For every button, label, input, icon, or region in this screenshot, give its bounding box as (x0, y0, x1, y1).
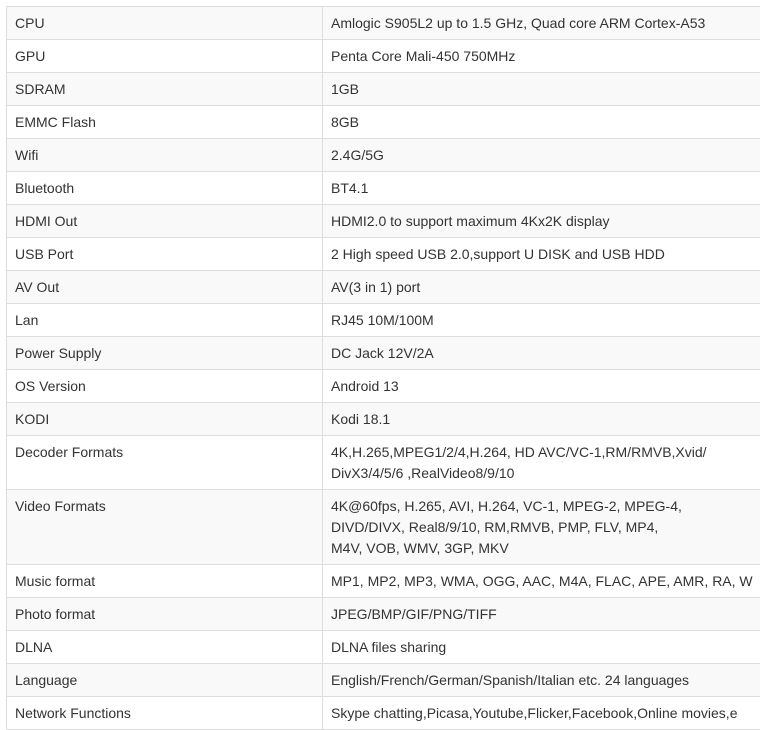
spec-value (323, 139, 760, 172)
spec-value-line: 8GB (331, 112, 760, 133)
spec-value-line: DLNA files sharing (331, 637, 760, 658)
spec-label: OS Version (7, 370, 323, 403)
table-row (7, 73, 760, 106)
spec-table-body (7, 7, 760, 730)
table-row (7, 106, 760, 139)
spec-value-line: English/French/German/Spanish/Italian etc. 24 languages (331, 670, 760, 691)
table-row (7, 271, 760, 304)
spec-label: Photo format (7, 598, 323, 631)
spec-value-line: 2 High speed USB 2.0,support U DISK and USB HDD (331, 244, 760, 265)
table-row (7, 631, 760, 664)
spec-value (323, 238, 760, 271)
spec-table-container (6, 6, 760, 730)
spec-label: KODI (7, 403, 323, 436)
spec-value-line: Amlogic S905L2 up to 1.5 GHz, Quad core ARM Cortex-A53 (331, 13, 760, 34)
spec-label: Lan (7, 304, 323, 337)
table-row (7, 337, 760, 370)
table-row (7, 565, 760, 598)
table-row (7, 490, 760, 565)
spec-label: Language (7, 664, 323, 697)
table-row (7, 205, 760, 238)
spec-value-line: JPEG/BMP/GIF/PNG/TIFF (331, 604, 760, 625)
table-row (7, 403, 760, 436)
spec-label: SDRAM (7, 73, 323, 106)
spec-value (323, 40, 760, 73)
spec-table (6, 6, 760, 730)
spec-value-line: BT4.1 (331, 178, 760, 199)
spec-label: Video Formats (7, 490, 323, 565)
spec-value-line: M4V, VOB, WMV, 3GP, MKV (331, 538, 760, 559)
spec-label: GPU (7, 40, 323, 73)
table-row (7, 664, 760, 697)
spec-value (323, 304, 760, 337)
spec-label: HDMI Out (7, 205, 323, 238)
table-row (7, 172, 760, 205)
spec-value-line: 1GB (331, 79, 760, 100)
table-row (7, 40, 760, 73)
spec-value (323, 106, 760, 139)
spec-value (323, 337, 760, 370)
spec-label: Wifi (7, 139, 323, 172)
spec-label: Decoder Formats (7, 436, 323, 490)
spec-value (323, 565, 760, 598)
spec-label: DLNA (7, 631, 323, 664)
spec-label: AV Out (7, 271, 323, 304)
spec-value-line: MP1, MP2, MP3, WMA, OGG, AAC, M4A, FLAC, APE, AMR, RA, W (331, 571, 760, 592)
spec-value-line: 4K@60fps, H.265, AVI, H.264, VC-1, MPEG-2, MPEG-4, (331, 496, 760, 517)
spec-label: Bluetooth (7, 172, 323, 205)
spec-value-line: DivX3/4/5/6 ,RealVideo8/9/10 (331, 463, 760, 484)
table-row (7, 598, 760, 631)
spec-value (323, 631, 760, 664)
spec-value (323, 205, 760, 238)
spec-value (323, 370, 760, 403)
spec-value-line: DIVD/DIVX, Real8/9/10, RM,RMVB, PMP, FLV, MP4, (331, 517, 760, 538)
spec-value (323, 664, 760, 697)
spec-value (323, 436, 760, 490)
table-row (7, 370, 760, 403)
spec-value (323, 490, 760, 565)
table-row (7, 7, 760, 40)
table-row (7, 139, 760, 172)
spec-value (323, 73, 760, 106)
spec-label: EMMC Flash (7, 106, 323, 139)
spec-value-line: Kodi 18.1 (331, 409, 760, 430)
spec-value-line: Android 13 (331, 376, 760, 397)
spec-label: Network Functions (7, 697, 323, 730)
spec-value-line: RJ45 10M/100M (331, 310, 760, 331)
spec-label: Music format (7, 565, 323, 598)
table-row (7, 238, 760, 271)
spec-label: CPU (7, 7, 323, 40)
spec-value (323, 598, 760, 631)
spec-value (323, 172, 760, 205)
spec-value (323, 7, 760, 40)
spec-label: Power Supply (7, 337, 323, 370)
table-row (7, 697, 760, 730)
spec-value (323, 403, 760, 436)
spec-value-line: DC Jack 12V/2A (331, 343, 760, 364)
spec-label: USB Port (7, 238, 323, 271)
spec-value-line: AV(3 in 1) port (331, 277, 760, 298)
spec-value-line: 2.4G/5G (331, 145, 760, 166)
spec-value (323, 697, 760, 730)
spec-value-line: 4K,H.265,MPEG1/2/4,H.264, HD AVC/VC-1,RM/RMVB,Xvid/ (331, 442, 760, 463)
spec-value-line: Penta Core Mali-450 750MHz (331, 46, 760, 67)
table-row (7, 304, 760, 337)
spec-value-line: Skype chatting,Picasa,Youtube,Flicker,Facebook,Online movies,e (331, 703, 760, 724)
spec-value-line: HDMI2.0 to support maximum 4Kx2K display (331, 211, 760, 232)
spec-value (323, 271, 760, 304)
table-row (7, 436, 760, 490)
